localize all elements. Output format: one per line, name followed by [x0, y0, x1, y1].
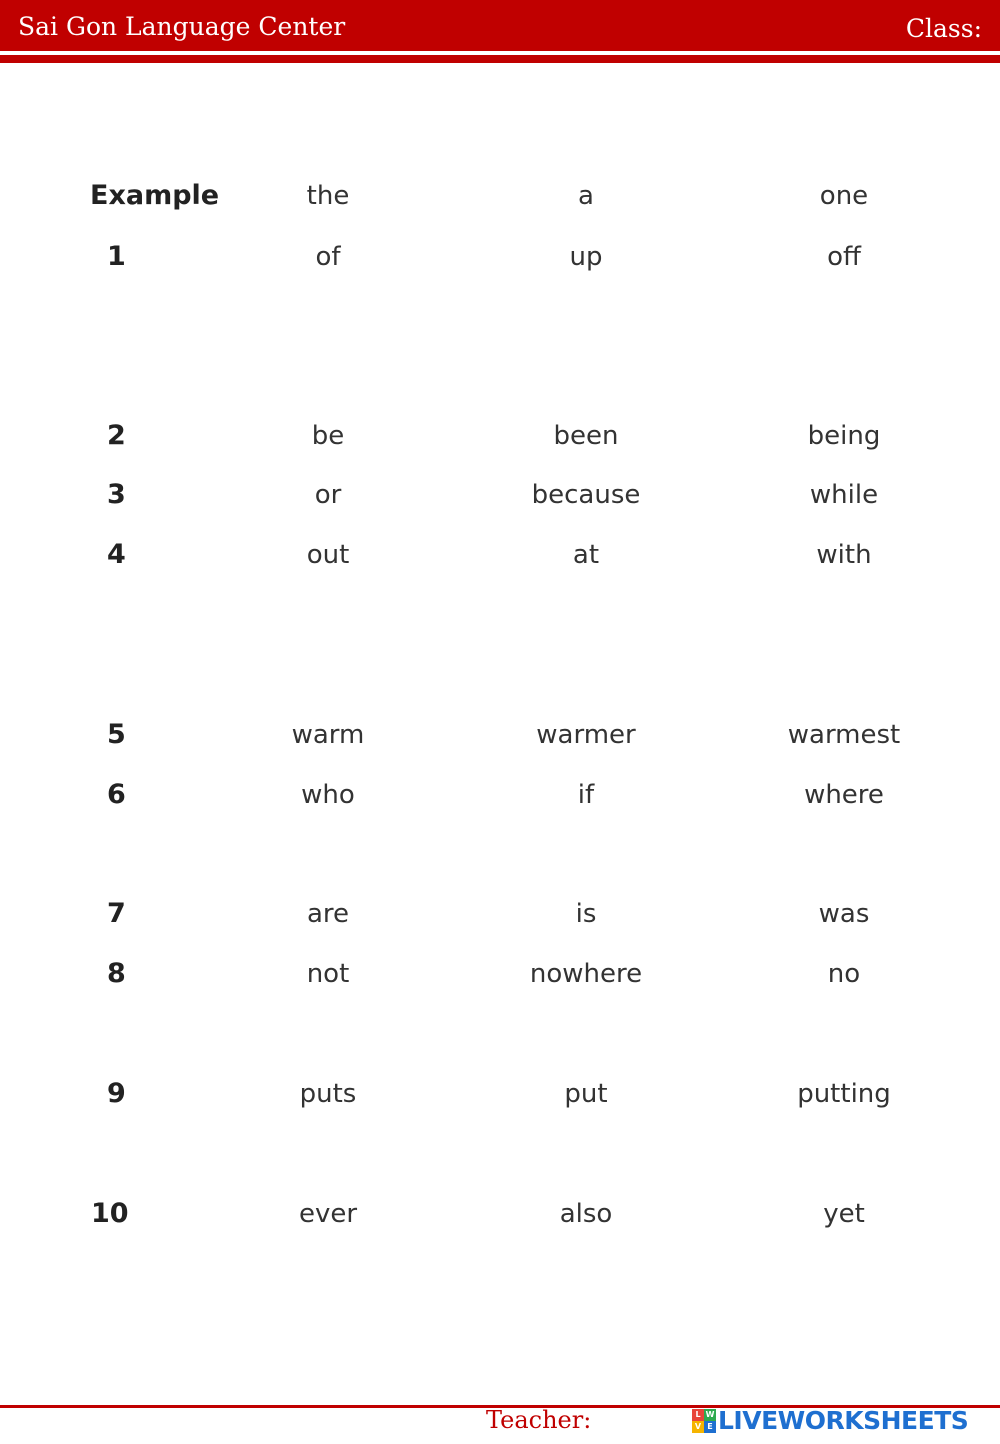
word-option-2[interactable]: if: [577, 780, 595, 810]
header-divider: [0, 55, 1000, 63]
question-row-3: [0, 475, 1000, 515]
word-option-2: a: [578, 181, 594, 211]
word-option-3[interactable]: putting: [797, 1079, 891, 1109]
example-row: [0, 176, 1000, 216]
word-option-1[interactable]: out: [306, 540, 350, 570]
question-row-6: [0, 775, 1000, 815]
row-label: 4: [107, 539, 126, 570]
word-option-3: one: [819, 181, 869, 211]
word-option-2[interactable]: up: [569, 242, 603, 272]
question-row-7: [0, 894, 1000, 934]
question-row-10: [0, 1194, 1000, 1234]
word-option-2[interactable]: because: [531, 480, 641, 510]
class-label: Class:: [905, 14, 982, 43]
row-label: 10: [91, 1198, 129, 1229]
liveworksheets-logo-icon: L W V E: [692, 1409, 716, 1433]
word-option-2[interactable]: nowhere: [529, 959, 643, 989]
word-option-1[interactable]: not: [306, 959, 350, 989]
word-option-2[interactable]: at: [572, 540, 600, 570]
question-row-1: [0, 237, 1000, 277]
word-option-3[interactable]: warmest: [787, 720, 901, 750]
question-row-2: [0, 416, 1000, 456]
word-option-1[interactable]: are: [306, 899, 350, 929]
word-option-1[interactable]: be: [311, 421, 345, 451]
word-option-3[interactable]: was: [818, 899, 870, 929]
question-row-8: [0, 954, 1000, 994]
word-option-3[interactable]: off: [827, 242, 861, 272]
question-row-4: [0, 535, 1000, 575]
row-label: 3: [107, 479, 126, 510]
word-option-1[interactable]: puts: [299, 1079, 357, 1109]
question-row-9: [0, 1074, 1000, 1114]
word-option-2[interactable]: warmer: [536, 720, 636, 750]
liveworksheets-wordmark: LIVEWORKSHEETS: [718, 1406, 969, 1435]
row-label: 8: [107, 958, 126, 989]
word-option-1[interactable]: or: [314, 480, 342, 510]
row-label: 2: [107, 420, 126, 451]
word-option-3[interactable]: where: [804, 780, 884, 810]
word-option-1: the: [306, 181, 350, 211]
word-option-2[interactable]: been: [553, 421, 619, 451]
center-name: Sai Gon Language Center: [18, 12, 346, 41]
word-option-1[interactable]: of: [315, 242, 341, 272]
row-label: 7: [107, 898, 126, 929]
question-row-5: [0, 715, 1000, 755]
word-option-2[interactable]: also: [559, 1199, 613, 1229]
word-option-3[interactable]: while: [809, 480, 879, 510]
word-option-1[interactable]: who: [301, 780, 355, 810]
word-option-3[interactable]: with: [816, 540, 872, 570]
row-label: 1: [107, 241, 126, 272]
word-option-1[interactable]: ever: [298, 1199, 358, 1229]
word-option-2[interactable]: is: [575, 899, 597, 929]
row-label: 9: [107, 1078, 126, 1109]
word-option-2[interactable]: put: [564, 1079, 608, 1109]
row-label: Example: [90, 180, 220, 211]
row-label: 6: [107, 779, 126, 810]
word-option-3[interactable]: yet: [823, 1199, 865, 1229]
word-option-3[interactable]: being: [807, 421, 881, 451]
row-label: 5: [107, 719, 126, 750]
word-option-3[interactable]: no: [827, 959, 861, 989]
teacher-label: Teacher:: [486, 1406, 592, 1434]
word-option-1[interactable]: warm: [291, 720, 365, 750]
liveworksheets-logo: [692, 1406, 968, 1436]
